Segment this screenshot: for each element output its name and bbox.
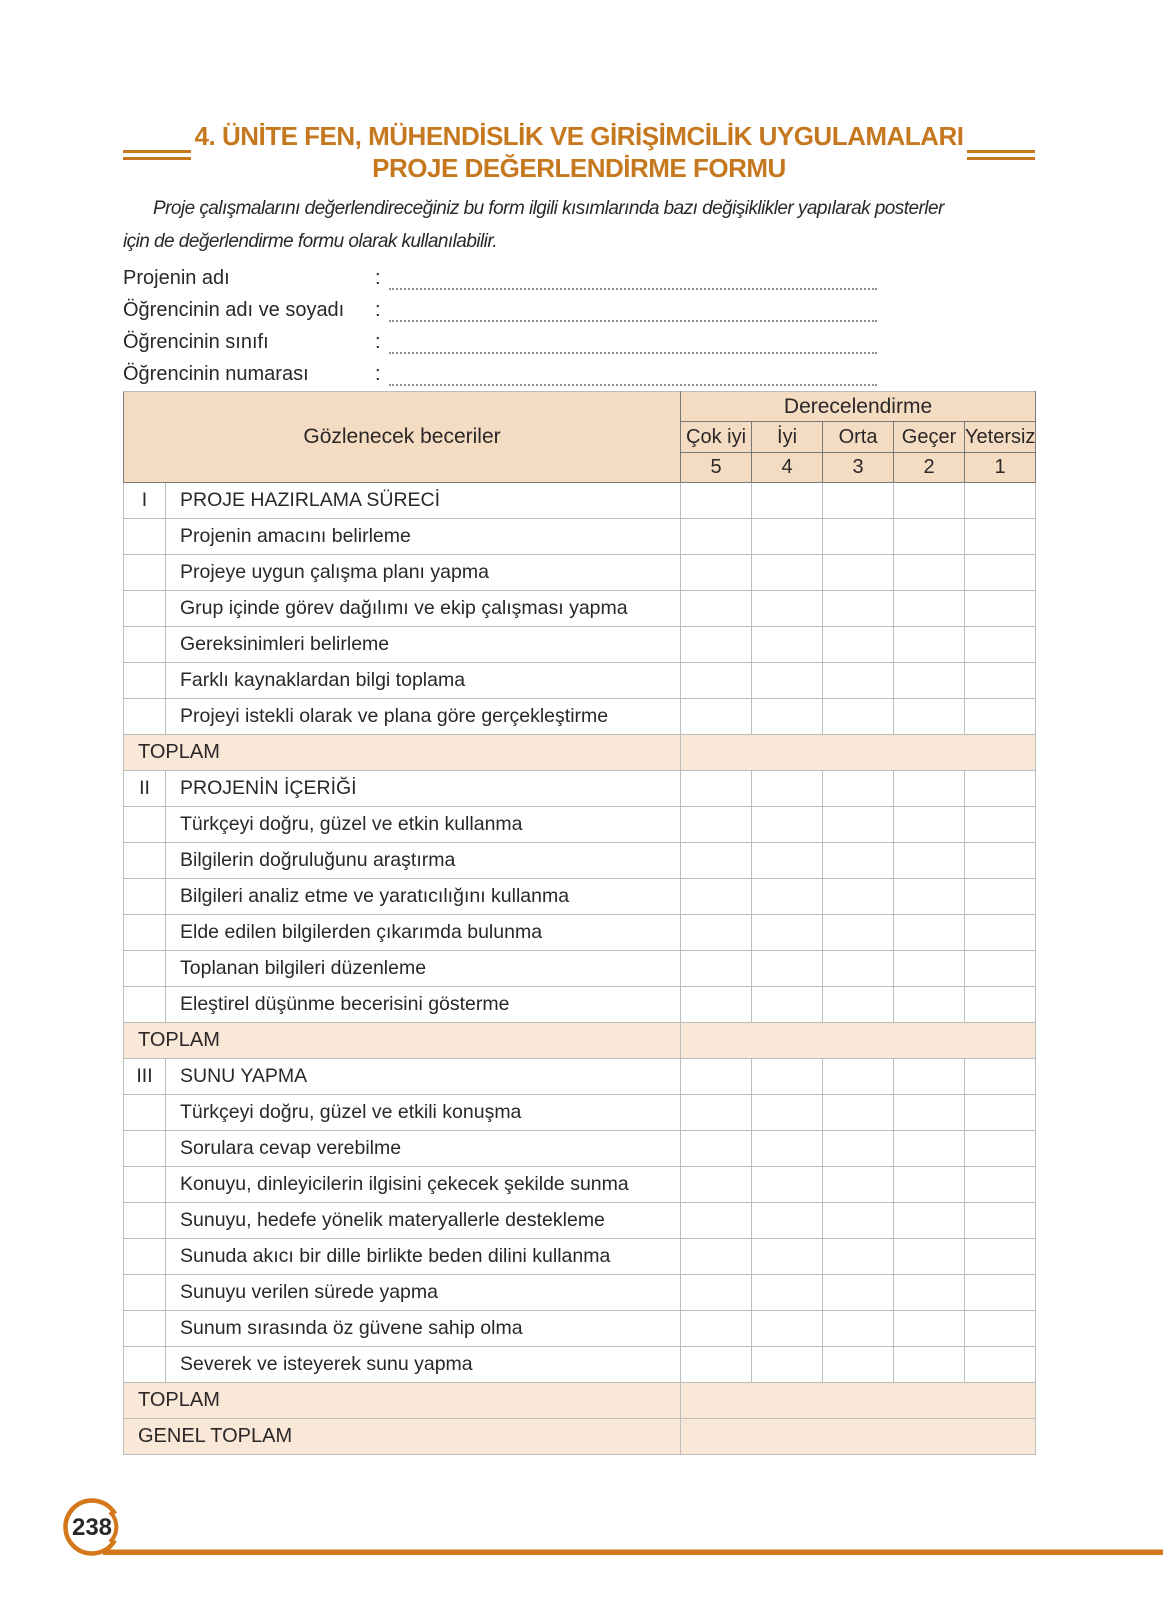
total-label: TOPLAM	[124, 1383, 681, 1419]
rating-cell[interactable]	[894, 987, 965, 1023]
skill-label: Sunuda akıcı bir dille birlikte beden dilini kullanma	[166, 1239, 681, 1275]
row-numeral	[124, 519, 166, 555]
field-label: Öğrencinin sınıfı	[123, 331, 269, 353]
rating-cell[interactable]	[752, 627, 823, 663]
rating-cell[interactable]	[752, 1095, 823, 1131]
field-label: Projenin adı	[123, 267, 230, 289]
rating-cell[interactable]	[823, 915, 894, 951]
rating-score-5: 5	[681, 453, 752, 483]
rating-cell[interactable]	[965, 843, 1036, 879]
table-row	[124, 699, 1036, 735]
row-numeral	[124, 1167, 166, 1203]
rating-cell[interactable]	[894, 879, 965, 915]
rating-cell[interactable]	[752, 519, 823, 555]
table-row	[124, 1131, 1036, 1167]
rating-cell[interactable]	[681, 987, 752, 1023]
rating-cell[interactable]	[823, 879, 894, 915]
rating-cell[interactable]	[894, 1347, 965, 1383]
row-numeral	[124, 1347, 166, 1383]
rating-cell[interactable]	[681, 771, 752, 807]
rating-cell[interactable]	[823, 807, 894, 843]
rating-cell[interactable]	[823, 555, 894, 591]
rating-cell[interactable]	[894, 555, 965, 591]
field-colon: :	[375, 363, 381, 385]
rating-score-1: 1	[965, 453, 1036, 483]
skill-label: Toplanan bilgileri düzenleme	[166, 951, 681, 987]
rating-cell[interactable]	[823, 771, 894, 807]
rating-cell[interactable]	[965, 699, 1036, 735]
rating-cell[interactable]	[681, 1167, 752, 1203]
rating-cell[interactable]	[681, 519, 752, 555]
skill-label: Konuyu, dinleyicilerin ilgisini çekecek şekilde sunma	[166, 1167, 681, 1203]
skill-label: Projeyi istekli olarak ve plana göre gerçekleştirme	[166, 699, 681, 735]
skill-label: PROJE HAZIRLAMA SÜRECİ	[166, 483, 681, 519]
rating-cell[interactable]	[894, 771, 965, 807]
rating-cell[interactable]	[681, 627, 752, 663]
table-row	[124, 555, 1036, 591]
rating-score-4: 4	[752, 453, 823, 483]
skill-label: Sorulara cevap verebilme	[166, 1131, 681, 1167]
rating-score-3: 3	[823, 453, 894, 483]
rating-cell[interactable]	[681, 483, 752, 519]
rating-cell[interactable]	[965, 771, 1036, 807]
rating-cell[interactable]	[823, 519, 894, 555]
page-number: 238	[71, 1514, 113, 1541]
skill-label: Türkçeyi doğru, güzel ve etkili konuşma	[166, 1095, 681, 1131]
table-row	[124, 735, 1036, 771]
total-value-cell[interactable]	[681, 1383, 1036, 1419]
rating-cell[interactable]	[752, 1059, 823, 1095]
table-row	[124, 1275, 1036, 1311]
rating-cell[interactable]	[752, 663, 823, 699]
dotted-input-line[interactable]	[389, 268, 877, 290]
rating-cell[interactable]	[681, 1239, 752, 1275]
row-numeral	[124, 699, 166, 735]
rating-cell[interactable]	[823, 1167, 894, 1203]
row-numeral	[124, 879, 166, 915]
rating-cell[interactable]	[894, 519, 965, 555]
rating-cell[interactable]	[823, 951, 894, 987]
rating-cell[interactable]	[965, 1131, 1036, 1167]
table-row	[124, 483, 1036, 519]
rating-cell[interactable]	[965, 951, 1036, 987]
field-student-name	[123, 290, 883, 322]
page-footer	[0, 1490, 1163, 1580]
total-value-cell[interactable]	[681, 735, 1036, 771]
rating-cell[interactable]	[752, 807, 823, 843]
intro-line2: için de değerlendirme formu olarak kullanılabilir.	[123, 231, 498, 252]
page-title	[123, 120, 1035, 184]
rating-cell[interactable]	[752, 1203, 823, 1239]
rating-cell[interactable]	[681, 1203, 752, 1239]
rating-cell[interactable]	[894, 1167, 965, 1203]
rating-cell[interactable]	[681, 879, 752, 915]
rating-cell[interactable]	[681, 699, 752, 735]
rating-label-gecer: Geçer	[894, 422, 965, 453]
table-row	[124, 1059, 1036, 1095]
dotted-input-line[interactable]	[389, 332, 877, 354]
rating-cell[interactable]	[752, 843, 823, 879]
table-row	[124, 1383, 1036, 1419]
field-project-name	[123, 258, 883, 290]
dotted-input-line[interactable]	[389, 364, 877, 386]
rating-cell[interactable]	[681, 1347, 752, 1383]
rating-cell[interactable]	[965, 483, 1036, 519]
total-label: TOPLAM	[124, 1023, 681, 1059]
table-row	[124, 1311, 1036, 1347]
rating-cell[interactable]	[965, 663, 1036, 699]
rating-cell[interactable]	[752, 1239, 823, 1275]
row-numeral	[124, 1239, 166, 1275]
page-title-line2: PROJE DEĞERLENDİRME FORMU	[372, 153, 786, 183]
rating-cell[interactable]	[965, 879, 1036, 915]
field-colon: :	[375, 299, 381, 321]
rating-cell[interactable]	[894, 1311, 965, 1347]
rating-cell[interactable]	[752, 879, 823, 915]
rating-cell[interactable]	[681, 915, 752, 951]
form-fields	[123, 258, 883, 386]
intro-paragraph	[123, 192, 1023, 258]
rating-cell[interactable]	[681, 1275, 752, 1311]
skill-label: Bilgileri analiz etme ve yaratıcılığını kullanma	[166, 879, 681, 915]
table-row	[124, 591, 1036, 627]
rating-cell[interactable]	[823, 1059, 894, 1095]
table-row	[124, 1239, 1036, 1275]
rating-cell[interactable]	[752, 987, 823, 1023]
rating-cell[interactable]	[894, 1059, 965, 1095]
skill-label: Sunuyu, hedefe yönelik materyallerle destekleme	[166, 1203, 681, 1239]
rating-cell[interactable]	[965, 627, 1036, 663]
total-value-cell[interactable]	[681, 1023, 1036, 1059]
skill-label: Elde edilen bilgilerden çıkarımda bulunma	[166, 915, 681, 951]
table-row	[124, 1095, 1036, 1131]
rating-cell[interactable]	[894, 807, 965, 843]
table-body	[124, 483, 1036, 1455]
skills-header-cell: Gözlenecek beceriler	[124, 392, 681, 483]
skill-label: SUNU YAPMA	[166, 1059, 681, 1095]
rating-cell[interactable]	[823, 843, 894, 879]
rating-cell[interactable]	[965, 807, 1036, 843]
row-numeral	[124, 807, 166, 843]
bottom-rule	[103, 1550, 1163, 1556]
rating-cell[interactable]	[823, 591, 894, 627]
row-numeral	[124, 843, 166, 879]
intro-line1: Proje çalışmalarını değerlendireceğiniz bu form ilgili kısımlarında bazı değişiklikler yapılarak posterler	[153, 198, 944, 219]
rating-header-cell: Derecelendirme	[681, 392, 1036, 422]
rating-cell[interactable]	[894, 699, 965, 735]
rating-cell[interactable]	[681, 951, 752, 987]
rating-cell[interactable]	[823, 699, 894, 735]
rating-cell[interactable]	[752, 771, 823, 807]
rating-cell[interactable]	[823, 1203, 894, 1239]
rating-cell[interactable]	[681, 1311, 752, 1347]
rating-cell[interactable]	[752, 1131, 823, 1167]
skill-label: PROJENİN İÇERİĞİ	[166, 771, 681, 807]
rating-label-iyi: İyi	[752, 422, 823, 453]
rating-label-cok-iyi: Çok iyi	[681, 422, 752, 453]
rating-cell[interactable]	[823, 987, 894, 1023]
row-numeral	[124, 1311, 166, 1347]
rating-cell[interactable]	[681, 843, 752, 879]
field-student-number	[123, 354, 883, 386]
field-label: Öğrencinin adı ve soyadı	[123, 299, 345, 321]
rating-cell[interactable]	[894, 843, 965, 879]
table-row	[124, 1167, 1036, 1203]
rating-cell[interactable]	[965, 1059, 1036, 1095]
row-numeral	[124, 627, 166, 663]
rating-cell[interactable]	[965, 987, 1036, 1023]
rating-cell[interactable]	[965, 519, 1036, 555]
rating-cell[interactable]	[894, 1095, 965, 1131]
row-numeral	[124, 951, 166, 987]
rating-cell[interactable]	[681, 1059, 752, 1095]
rating-cell[interactable]	[681, 555, 752, 591]
rating-cell[interactable]	[894, 1131, 965, 1167]
page-title-line1: 4. ÜNİTE FEN, MÜHENDİSLİK VE GİRİŞİMCİLİK UYGULAMALARI	[194, 121, 964, 151]
rating-cell[interactable]	[965, 915, 1036, 951]
grandtotal-value-cell[interactable]	[681, 1419, 1036, 1455]
rating-cell[interactable]	[752, 1275, 823, 1311]
rating-cell[interactable]	[752, 915, 823, 951]
table-row	[124, 1203, 1036, 1239]
table-row	[124, 1023, 1036, 1059]
grandtotal-label: GENEL TOPLAM	[124, 1419, 681, 1455]
rating-cell[interactable]	[823, 1275, 894, 1311]
rating-cell[interactable]	[894, 951, 965, 987]
rating-cell[interactable]	[752, 591, 823, 627]
rating-cell[interactable]	[823, 1239, 894, 1275]
table-row	[124, 843, 1036, 879]
skill-label: Grup içinde görev dağılımı ve ekip çalışması yapma	[166, 591, 681, 627]
table-row	[124, 915, 1036, 951]
rating-cell[interactable]	[752, 1347, 823, 1383]
rating-cell[interactable]	[823, 483, 894, 519]
field-colon: :	[375, 331, 381, 353]
table-row	[124, 951, 1036, 987]
field-colon: :	[375, 267, 381, 289]
skill-label: Gereksinimleri belirleme	[166, 627, 681, 663]
rating-cell[interactable]	[681, 591, 752, 627]
rating-cell[interactable]	[681, 663, 752, 699]
row-numeral: III	[124, 1059, 166, 1095]
table-row	[124, 1347, 1036, 1383]
table-row	[124, 519, 1036, 555]
table-row	[124, 879, 1036, 915]
rating-cell[interactable]	[894, 1275, 965, 1311]
row-numeral	[124, 1131, 166, 1167]
skill-label: Severek ve isteyerek sunu yapma	[166, 1347, 681, 1383]
rating-cell[interactable]	[823, 1131, 894, 1167]
rating-cell[interactable]	[965, 1311, 1036, 1347]
row-numeral	[124, 987, 166, 1023]
rating-cell[interactable]	[752, 951, 823, 987]
rating-cell[interactable]	[823, 1311, 894, 1347]
skill-label: Eleştirel düşünme becerisini gösterme	[166, 987, 681, 1023]
row-numeral: II	[124, 771, 166, 807]
rating-score-2: 2	[894, 453, 965, 483]
rating-cell[interactable]	[894, 663, 965, 699]
row-numeral	[124, 1275, 166, 1311]
rating-cell[interactable]	[752, 1311, 823, 1347]
rating-cell[interactable]	[965, 1275, 1036, 1311]
rating-cell[interactable]	[894, 1203, 965, 1239]
rating-cell[interactable]	[681, 1131, 752, 1167]
skill-label: Türkçeyi doğru, güzel ve etkin kullanma	[166, 807, 681, 843]
rating-cell[interactable]	[894, 591, 965, 627]
rating-cell[interactable]	[752, 483, 823, 519]
rating-cell[interactable]	[894, 483, 965, 519]
skill-label: Sunum sırasında öz güvene sahip olma	[166, 1311, 681, 1347]
skill-label: Projeye uygun çalışma planı yapma	[166, 555, 681, 591]
rating-label-yetersiz: Yetersiz	[965, 422, 1036, 453]
skill-label: Bilgilerin doğruluğunu araştırma	[166, 843, 681, 879]
row-numeral	[124, 915, 166, 951]
table-row	[124, 1419, 1036, 1455]
total-label: TOPLAM	[124, 735, 681, 771]
table-row	[124, 627, 1036, 663]
rating-cell[interactable]	[752, 699, 823, 735]
rating-cell[interactable]	[965, 1203, 1036, 1239]
rating-cell[interactable]	[965, 591, 1036, 627]
rating-cell[interactable]	[823, 1347, 894, 1383]
row-numeral	[124, 1203, 166, 1239]
field-student-class	[123, 322, 883, 354]
row-numeral	[124, 1095, 166, 1131]
rating-cell[interactable]	[965, 555, 1036, 591]
rating-cell[interactable]	[965, 1167, 1036, 1203]
skill-label: Projenin amacını belirleme	[166, 519, 681, 555]
rating-cell[interactable]	[965, 1347, 1036, 1383]
rating-label-orta: Orta	[823, 422, 894, 453]
rating-cell[interactable]	[894, 1239, 965, 1275]
rating-cell[interactable]	[823, 663, 894, 699]
skill-label: Farklı kaynaklardan bilgi toplama	[166, 663, 681, 699]
table-row	[124, 663, 1036, 699]
rating-cell[interactable]	[965, 1095, 1036, 1131]
rating-cell[interactable]	[965, 1239, 1036, 1275]
evaluation-table	[123, 391, 1036, 1455]
table-row	[124, 987, 1036, 1023]
row-numeral: I	[124, 483, 166, 519]
rating-cell[interactable]	[823, 1095, 894, 1131]
field-label: Öğrencinin numarası	[123, 363, 309, 385]
table-header	[124, 392, 1036, 483]
rating-cell[interactable]	[894, 627, 965, 663]
rating-cell[interactable]	[894, 915, 965, 951]
rating-cell[interactable]	[681, 1095, 752, 1131]
row-numeral	[124, 555, 166, 591]
rating-cell[interactable]	[823, 627, 894, 663]
rating-cell[interactable]	[752, 555, 823, 591]
dotted-input-line[interactable]	[389, 300, 877, 322]
row-numeral	[124, 591, 166, 627]
table-row	[124, 807, 1036, 843]
rating-cell[interactable]	[752, 1167, 823, 1203]
skill-label: Sunuyu verilen sürede yapma	[166, 1275, 681, 1311]
row-numeral	[124, 663, 166, 699]
rating-cell[interactable]	[681, 807, 752, 843]
table-row	[124, 771, 1036, 807]
